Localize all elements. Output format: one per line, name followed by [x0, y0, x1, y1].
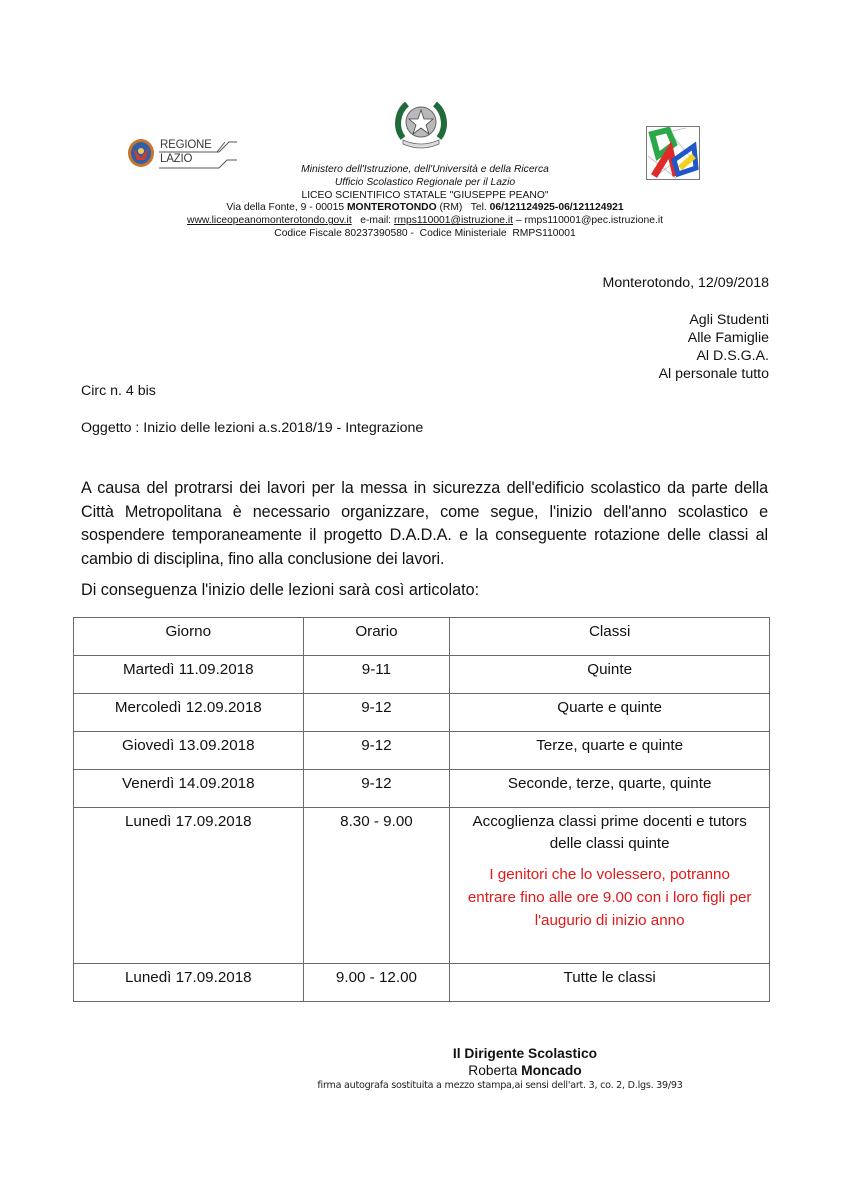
lazio-label: LAZIO: [160, 153, 193, 165]
recipient: Alle Famiglie: [687, 330, 769, 346]
star-emblem-icon: [393, 98, 449, 150]
cell-classi: Seconde, terze, quarte, quinte: [450, 770, 770, 808]
pec-email: rmps110001@pec.istruzione.it: [524, 215, 663, 227]
office-line: Ufficio Scolastico Regionale per il Lazio: [334, 176, 516, 188]
phone-number: 06/121124925-06/121124921: [489, 202, 624, 214]
ministry-line: Ministero dell'Istruzione, dell'Università e della Ricerca: [301, 164, 549, 175]
cell-classi: Terze, quarte e quinte: [450, 732, 770, 770]
date-line: Monterotondo, 12/09/2018: [602, 275, 769, 291]
recipient: Al D.S.G.A.: [696, 348, 769, 364]
contacts-line: [100, 215, 750, 228]
school-line: LICEO SCIENTIFICO STATALE "GIUSEPPE PEANO": [301, 189, 549, 201]
recipient: Al personale tutto: [658, 366, 769, 382]
schedule-intro: Di conseguenza l'inizio delle lezioni sarà così articolato:: [81, 581, 480, 599]
table-row: [74, 808, 770, 964]
cell-classi: Quinte: [450, 656, 770, 694]
recipient: Agli Studenti: [689, 312, 769, 328]
signature-block: [300, 1045, 700, 1093]
signature-legal-note: firma autografa sostituita a mezzo stampa,ai sensi dell'art. 3, co. 2, D.lgs. 39/93: [317, 1080, 683, 1091]
column-header-giorno: Giorno: [74, 618, 304, 656]
table-row: [74, 656, 770, 694]
cell-giorno: Martedì 11.09.2018: [74, 656, 304, 694]
cell-giorno: Mercoledì 12.09.2018: [74, 694, 304, 732]
italian-republic-emblem: [393, 98, 449, 150]
signer-name: [350, 1062, 700, 1079]
cell-giorno: Lunedì 17.09.2018: [74, 808, 304, 964]
cell-giorno: Giovedì 13.09.2018: [74, 732, 304, 770]
signer-last-name: Moncado: [521, 1063, 582, 1078]
cell-giorno: Venerdì 14.09.2018: [74, 770, 304, 808]
cell-orario: 9.00 - 12.00: [303, 964, 450, 1002]
email-label: e-mail:: [351, 215, 395, 227]
signer-first-name: Roberta: [468, 1063, 522, 1078]
cell-classi: Tutte le classi: [450, 964, 770, 1002]
regione-label: REGIONE: [160, 139, 212, 151]
table-header-row: [74, 618, 770, 656]
address-line: [100, 202, 750, 215]
cell-orario: 9-12: [303, 770, 450, 808]
cell-giorno: Lunedì 17.09.2018: [74, 964, 304, 1002]
email-link[interactable]: rmps110001@istruzione.it: [394, 215, 514, 227]
address-city: MONTEROTONDO: [346, 202, 437, 214]
cell-classi: Quarte e quinte: [450, 694, 770, 732]
cell-orario: 9-11: [303, 656, 450, 694]
cell-orario: 9-12: [303, 732, 450, 770]
cell-classi: [450, 808, 770, 964]
schedule-table: [73, 617, 770, 1002]
email-separator: –: [513, 215, 525, 227]
column-header-orario: Orario: [303, 618, 450, 656]
table-row: [74, 964, 770, 1002]
circular-number: Circ n. 4 bis: [81, 383, 156, 399]
codes-line: Codice Fiscale 80237390580 - Codice Ministeriale RMPS110001: [274, 227, 576, 239]
cell-orario: 9-12: [303, 694, 450, 732]
subject-line: Oggetto : Inizio delle lezioni a.s.2018/19 - Integrazione: [81, 420, 424, 436]
parents-note: I genitori che lo volessero, potranno entrare fino alle ore 9.00 con i loro figli per l'augurio di inizio anno: [467, 866, 752, 929]
recipients: [659, 311, 769, 383]
column-header-classi: Classi: [450, 618, 770, 656]
body-paragraph: A causa del protrarsi dei lavori per la messa in sicurezza dell'edificio scolastico da parte della Città Metropolitana è necessario organizzare, come segue, l'inizio dell'anno scolastico e sospendere temporaneamente il progetto D.A.D.A. e la conseguente rotazione delle classi al cambio di disciplina, fino alla conclusione dei lavori.: [81, 479, 768, 568]
signer-title: Il Dirigente Scolastico: [452, 1046, 598, 1061]
table-row: [74, 770, 770, 808]
table-row: [74, 694, 770, 732]
address-street: Via della Fonte, 9 - 00015: [226, 202, 347, 214]
website-link[interactable]: www.liceopeanomonterotondo.gov.it: [187, 215, 352, 227]
cell-orario: 8.30 - 9.00: [303, 808, 450, 964]
table-row: [74, 732, 770, 770]
letterhead: [100, 164, 750, 241]
welcome-text: Accoglienza classi prime docenti e tutors delle classi quinte: [472, 813, 747, 852]
address-province: (RM) Tel.: [436, 202, 490, 214]
